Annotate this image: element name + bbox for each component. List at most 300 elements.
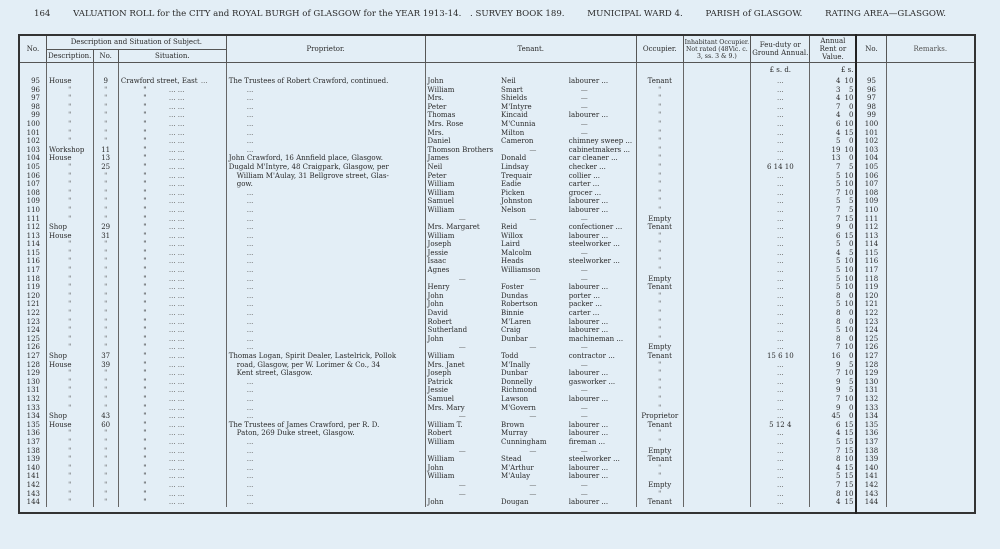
tenant-last-name: Lawson <box>501 394 529 403</box>
annual-rent-shillings: 0 <box>848 111 854 120</box>
feu-duty: ... <box>751 86 810 95</box>
tenant-last-name: Neil <box>501 77 516 85</box>
tenant-first-name: William <box>425 189 499 198</box>
tenant-last-name: Kincaid <box>501 111 528 120</box>
entry-number-right: 108 <box>864 188 879 197</box>
entry-number-right: 99 <box>867 111 876 120</box>
tenant-last-name: Binnie <box>501 309 524 318</box>
entry-number-right: 111 <box>864 214 879 223</box>
situation-text: " <box>143 119 147 128</box>
annual-rent <box>810 137 857 146</box>
tenant-last-name: Trequair <box>501 171 532 180</box>
feu-duty: ... <box>751 94 810 103</box>
situation <box>118 111 226 120</box>
entry-number-right: 127 <box>864 352 879 360</box>
tenant-occupation: steelworker ... <box>568 240 620 249</box>
description: " <box>46 172 93 181</box>
table-row <box>19 103 975 112</box>
remarks <box>886 197 975 206</box>
situation-text: " <box>143 266 147 275</box>
entry-number-right: 115 <box>864 248 879 257</box>
description: " <box>46 206 93 215</box>
annual-rent-pounds: 5 <box>835 472 841 481</box>
street-number: " <box>93 283 118 292</box>
leader-dots: ... ... <box>168 257 185 266</box>
street-number: 39 <box>93 361 118 370</box>
tenant-last-name: M'Laren <box>501 317 531 326</box>
inhabitant-occupier <box>683 215 751 224</box>
proprietor: ... <box>226 189 425 198</box>
annual-rent <box>810 111 857 120</box>
tenant-first-name: Daniel <box>425 137 499 146</box>
situation-text: " <box>143 85 147 94</box>
street-number: " <box>93 335 118 344</box>
tenant-occupation: labourer ... <box>568 472 609 481</box>
inhabitant-occupier <box>683 309 751 318</box>
situation <box>118 490 226 499</box>
inhabitant-occupier <box>683 206 751 215</box>
situation <box>118 137 226 146</box>
tenant-occupation: — <box>580 274 588 283</box>
tenant-last-name: Brown <box>501 420 525 429</box>
remarks <box>886 137 975 146</box>
description: " <box>46 215 93 224</box>
situation <box>118 343 226 352</box>
tenant-last-name: M'Arthur <box>501 463 534 472</box>
inhabitant-occupier <box>683 223 751 232</box>
occupier-status: " <box>637 111 684 120</box>
tenant-occupation: checker ... <box>568 162 606 171</box>
valuation-rows <box>19 63 975 513</box>
feu-duty: ... <box>751 283 810 292</box>
occupier-status: " <box>637 163 684 172</box>
entry-number: 102 <box>26 137 40 146</box>
occupier-status: " <box>637 386 684 395</box>
street-number: 43 <box>93 412 118 421</box>
table-row <box>19 189 975 198</box>
feu-duty: ... <box>751 481 810 490</box>
feu-duty: ... <box>751 326 810 335</box>
situation-text: " <box>143 412 147 421</box>
tenant-first-name: Thomas <box>425 111 499 120</box>
tenant-last-name: Nelson <box>501 205 526 214</box>
feu-duty: ... <box>751 412 810 421</box>
street-number: 11 <box>93 146 118 155</box>
situation <box>118 498 226 507</box>
valuation-table-container <box>18 34 976 514</box>
remarks <box>886 215 975 224</box>
remarks <box>886 283 975 292</box>
annual-rent <box>810 180 857 189</box>
remarks <box>886 343 975 352</box>
leader-dots: ... ... <box>168 214 185 223</box>
situation-text: " <box>143 231 147 240</box>
occupier-status: " <box>637 472 684 481</box>
annual-rent-pounds: 9 <box>835 360 841 369</box>
annual-rent-pounds: 4 <box>835 429 841 438</box>
proprietor: The Trustees of James Crawford, per R. D. <box>226 421 425 430</box>
entry-number-right: 113 <box>864 231 879 240</box>
table-row <box>19 240 975 249</box>
description: " <box>46 404 93 413</box>
inhabitant-occupier <box>683 421 751 430</box>
entry-number: 118 <box>26 274 40 283</box>
tenant-occupation: car cleaner ... <box>568 154 618 163</box>
tenant-first-name: Jessie <box>425 249 499 258</box>
situation <box>118 326 226 335</box>
occupier-status: Empty <box>637 447 684 456</box>
occupier-status: Tenant <box>637 77 684 86</box>
annual-rent-pounds: 7 <box>835 102 841 111</box>
street-number: " <box>93 404 118 413</box>
street-number: " <box>93 266 118 275</box>
occupier-status: Tenant <box>637 421 684 430</box>
table-row <box>19 318 975 327</box>
annual-rent <box>810 275 857 284</box>
remarks <box>886 361 975 370</box>
description: House <box>46 77 93 86</box>
col-desc-group: Description and Situation of Subject. <box>46 35 226 49</box>
description: " <box>46 318 93 327</box>
street-number: " <box>93 386 118 395</box>
tenant-occupation: machineman ... <box>568 334 624 343</box>
remarks <box>886 180 975 189</box>
description: Shop <box>46 412 93 421</box>
table-row <box>19 137 975 146</box>
entry-number-right: 131 <box>864 386 879 395</box>
occupier-status: " <box>637 189 684 198</box>
tenant-occupation: — <box>580 480 588 489</box>
entry-number: 109 <box>26 197 40 206</box>
inhabitant-occupier <box>683 300 751 309</box>
tenant-occupation: labourer ... <box>568 77 609 85</box>
table-row <box>19 455 975 464</box>
annual-rent <box>810 86 857 95</box>
remarks <box>886 438 975 447</box>
annual-rent-shillings: 5 <box>848 248 854 257</box>
remarks <box>886 163 975 172</box>
annual-rent-shillings: 10 <box>844 455 854 464</box>
occupier-status: Tenant <box>637 455 684 464</box>
tenant-occupation: labourer ... <box>568 429 609 438</box>
street-number: " <box>93 257 118 266</box>
leader-dots: ... ... <box>168 429 185 438</box>
leader-dots: ... ... <box>168 266 185 275</box>
table-row <box>19 180 975 189</box>
annual-rent <box>810 103 857 112</box>
leader-dots: ... ... <box>168 420 185 429</box>
remarks <box>886 266 975 275</box>
tenant-occupation: labourer ... <box>568 498 609 507</box>
table-row <box>19 343 975 352</box>
tenant-first-name: Mrs. Mary <box>425 404 499 413</box>
occupier-status: " <box>637 404 684 413</box>
tenant-occupation: — <box>580 403 588 412</box>
annual-rent <box>810 129 857 138</box>
remarks <box>886 206 975 215</box>
leader-dots: ... ... <box>168 300 185 309</box>
municipal-ward: MUNICIPAL WARD 4. <box>587 9 683 19</box>
leader-dots: ... ... <box>168 437 185 446</box>
tenant-first-name: Robert <box>425 318 499 327</box>
entry-number: 143 <box>26 489 40 498</box>
rating-area: RATING AREA—GLASGOW. <box>825 9 946 19</box>
situation <box>118 249 226 258</box>
annual-rent <box>810 232 857 241</box>
col-rent: Annual Rent or Value. <box>810 35 857 63</box>
annual-rent <box>810 94 857 103</box>
leader-dots: ... ... <box>168 180 185 189</box>
leader-dots: ... ... <box>168 162 185 171</box>
inhabitant-occupier <box>683 343 751 352</box>
situation-text: " <box>143 180 147 189</box>
proprietor: ... <box>226 455 425 464</box>
annual-rent-shillings: 15 <box>844 231 854 240</box>
tenant-first-name: — <box>425 343 499 352</box>
table-row <box>19 309 975 318</box>
annual-rent <box>810 206 857 215</box>
occupier-status: " <box>637 103 684 112</box>
entry-number-right: 118 <box>864 274 879 283</box>
tenant-last-name: M'Inally <box>501 360 531 369</box>
entry-number: 134 <box>26 412 40 421</box>
situation <box>118 283 226 292</box>
occupier-status: Empty <box>637 275 684 284</box>
tenant-first-name: — <box>425 412 499 421</box>
occupier-status: " <box>637 94 684 103</box>
entry-number-right: 123 <box>864 317 879 326</box>
annual-rent <box>810 249 857 258</box>
inhabitant-occupier <box>683 129 751 138</box>
street-number: " <box>93 447 118 456</box>
table-row <box>19 429 975 438</box>
tenant-first-name: William <box>425 206 499 215</box>
remarks <box>886 189 975 198</box>
occupier-status: " <box>637 206 684 215</box>
feu-duty: ... <box>751 438 810 447</box>
remarks <box>886 120 975 129</box>
annual-rent-shillings: 10 <box>844 77 854 85</box>
tenant-occupation: labourer ... <box>568 463 609 472</box>
annual-rent-pounds: 7 <box>835 188 841 197</box>
description: " <box>46 429 93 438</box>
entry-number: 104 <box>26 154 40 163</box>
entry-number-right: 139 <box>864 455 879 464</box>
proprietor: ... <box>226 412 425 421</box>
annual-rent <box>810 386 857 395</box>
annual-rent <box>810 146 857 155</box>
inhabitant-occupier <box>683 120 751 129</box>
entry-number: 113 <box>26 231 40 240</box>
inhabitant-occupier <box>683 154 751 163</box>
entry-number-right: 141 <box>864 472 879 481</box>
occupier-status: " <box>637 154 684 163</box>
street-number: " <box>93 378 118 387</box>
proprietor: road, Glasgow, per W. Lorimer & Co., 34 <box>226 361 425 370</box>
annual-rent-pounds: 5 <box>835 180 841 189</box>
tenant-occupation: carter ... <box>568 180 600 189</box>
situation <box>118 103 226 112</box>
situation-text: " <box>143 137 147 146</box>
situation-text: Crawford street, East <box>120 77 198 85</box>
situation-text: " <box>143 437 147 446</box>
situation-text: " <box>143 94 147 103</box>
proprietor: ... <box>226 129 425 138</box>
situation-text: " <box>143 111 147 120</box>
inhabitant-occupier <box>683 275 751 284</box>
description: " <box>46 120 93 129</box>
description: " <box>46 498 93 507</box>
description: " <box>46 309 93 318</box>
tenant-occupation: steelworker ... <box>568 455 620 464</box>
proprietor: ... <box>226 335 425 344</box>
tenant-occupation: carter ... <box>568 309 600 318</box>
tenant-occupation: labourer ... <box>568 283 609 292</box>
tenant-last-name: Heads <box>501 257 524 266</box>
feu-duty: ... <box>751 464 810 473</box>
annual-rent-shillings: 15 <box>844 214 854 223</box>
tenant-first-name: Robert <box>425 429 499 438</box>
situation <box>118 361 226 370</box>
tenant-first-name: Joseph <box>425 240 499 249</box>
col-feu: Feu-duty or Ground Annual. <box>751 35 810 63</box>
remarks <box>886 369 975 378</box>
inhabitant-occupier <box>683 77 751 86</box>
situation-text: " <box>143 317 147 326</box>
remarks <box>886 240 975 249</box>
annual-rent-shillings: 10 <box>844 369 854 378</box>
situation <box>118 395 226 404</box>
entry-number-right: 98 <box>867 102 876 111</box>
inhabitant-occupier <box>683 335 751 344</box>
table-row <box>19 283 975 292</box>
street-number: " <box>93 369 118 378</box>
street-number: " <box>93 464 118 473</box>
entry-number: 136 <box>26 429 40 438</box>
occupier-status: " <box>637 137 684 146</box>
situation <box>118 300 226 309</box>
col-situation: Situation. <box>118 49 226 62</box>
table-row <box>19 352 975 361</box>
inhabitant-occupier <box>683 137 751 146</box>
annual-rent <box>810 447 857 456</box>
tenant-first-name: Jessie <box>425 386 499 395</box>
entry-number: 137 <box>26 437 40 446</box>
remarks <box>886 94 975 103</box>
tenant-occupation: — <box>580 412 588 421</box>
tenant-occupation: — <box>580 102 588 111</box>
annual-rent-pounds: 8 <box>835 334 841 343</box>
entry-number-right: 112 <box>864 223 879 232</box>
annual-rent-shillings: 0 <box>848 334 854 343</box>
tenant-occupation: labourer ... <box>568 420 609 429</box>
table-row <box>19 275 975 284</box>
entry-number-right: 143 <box>864 489 879 498</box>
tenant-first-name: Samuel <box>425 197 499 206</box>
table-row <box>19 257 975 266</box>
tenant-last-name: Donnelly <box>501 377 533 386</box>
col-occupier: Occupier. <box>637 35 684 63</box>
occupier-status: " <box>637 232 684 241</box>
situation <box>118 386 226 395</box>
street-number: " <box>93 86 118 95</box>
entry-number: 105 <box>26 162 40 171</box>
annual-rent-shillings: 5 <box>848 85 854 94</box>
annual-rent-pounds: 9 <box>835 403 841 412</box>
occupier-status: " <box>637 361 684 370</box>
table-row <box>19 300 975 309</box>
feu-duty: ... <box>751 266 810 275</box>
tenant-last-name: Shields <box>501 94 528 103</box>
tenant-last-name: Picken <box>501 188 525 197</box>
tenant-first-name: — <box>425 447 499 456</box>
col-inhabitant: Inhabitant Occupier. Not rated (48Vic. c. 3, ss. 3 & 9.) <box>683 35 751 63</box>
description: " <box>46 386 93 395</box>
annual-rent-pounds: 9 <box>835 386 841 395</box>
proprietor: ... <box>226 266 425 275</box>
tenant-occupation: labourer ... <box>568 326 609 335</box>
proprietor: Dugald M'Intyre, 48 Craigpark, Glasgow, per <box>226 163 425 172</box>
description: " <box>46 94 93 103</box>
table-row <box>19 378 975 387</box>
entry-number-right: 130 <box>864 377 879 386</box>
proprietor: ... <box>226 292 425 301</box>
table-row <box>19 266 975 275</box>
tenant-last-name: — <box>529 343 537 352</box>
description: " <box>46 335 93 344</box>
feu-duty: ... <box>751 180 810 189</box>
situation <box>118 464 226 473</box>
inhabitant-occupier <box>683 189 751 198</box>
feu-duty: ... <box>751 318 810 327</box>
table-row <box>19 206 975 215</box>
entry-number-right: 100 <box>864 119 879 128</box>
annual-rent-shillings: 0 <box>848 240 854 249</box>
situation-text: " <box>143 394 147 403</box>
roll-title: VALUATION ROLL for the CITY and ROYAL BURGH of GLASGOW for the YEAR 1913-14. <box>73 9 462 19</box>
annual-rent <box>810 318 857 327</box>
tenant-first-name: William <box>425 232 499 241</box>
proprietor: ... <box>226 120 425 129</box>
tenant-occupation: gasworker ... <box>568 377 616 386</box>
occupier-status: " <box>637 120 684 129</box>
description: " <box>46 490 93 499</box>
col-description: Description. <box>46 49 93 62</box>
tenant-occupation: — <box>580 119 588 128</box>
description: " <box>46 378 93 387</box>
rent-units: £ s. <box>810 63 857 78</box>
entry-number-right: 124 <box>864 326 879 335</box>
situation <box>118 318 226 327</box>
remarks <box>886 378 975 387</box>
entry-number: 107 <box>26 180 40 189</box>
annual-rent-pounds: 7 <box>835 214 841 223</box>
situation-text: " <box>143 352 147 360</box>
remarks <box>886 86 975 95</box>
entry-number-right: 101 <box>864 128 879 137</box>
annual-rent <box>810 378 857 387</box>
feu-duty: ... <box>751 257 810 266</box>
street-number: 9 <box>93 77 118 86</box>
inhabitant-occupier <box>683 111 751 120</box>
situation <box>118 421 226 430</box>
street-number: " <box>93 326 118 335</box>
situation <box>118 257 226 266</box>
feu-duty: ... <box>751 472 810 481</box>
occupier-status: " <box>637 326 684 335</box>
annual-rent <box>810 77 857 86</box>
table-row <box>19 361 975 370</box>
